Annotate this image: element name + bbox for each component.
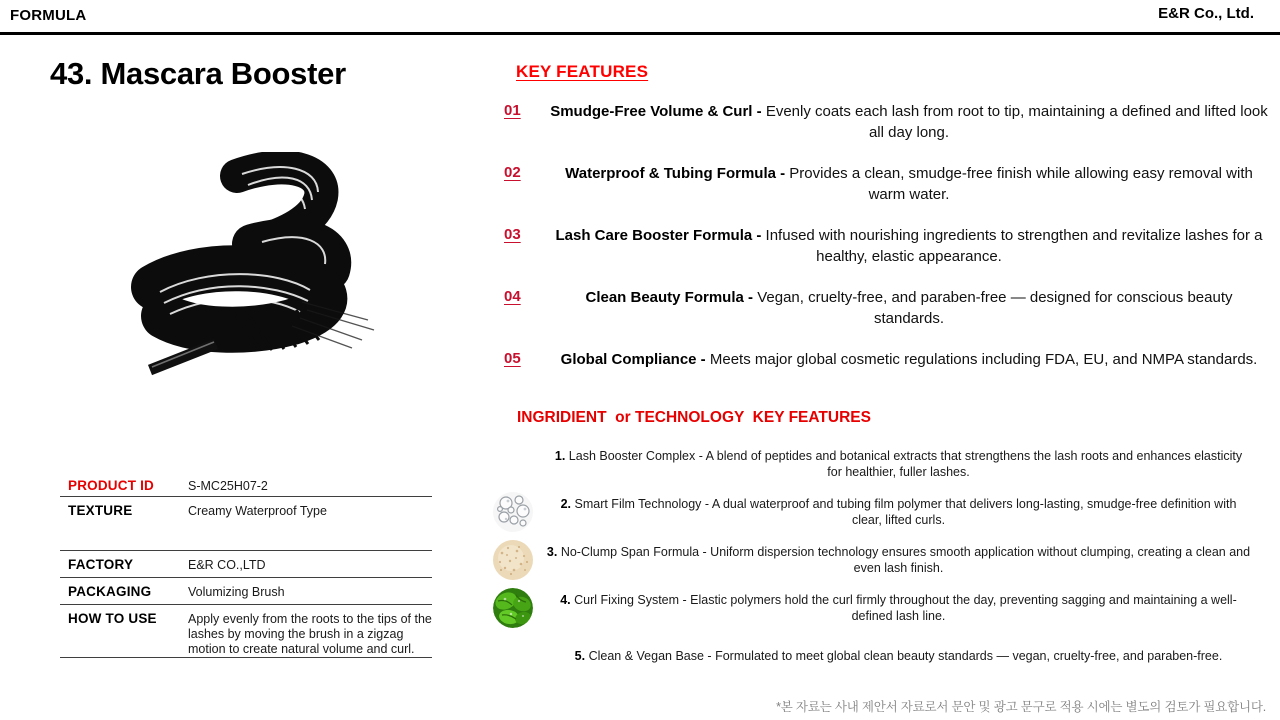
row-value: Creamy Waterproof Type xyxy=(188,504,327,518)
feature-text: Waterproof & Tubing Formula - Provides a clean, smudge-free finish while allowing easy removal with warm water. xyxy=(565,165,1253,203)
bubbles-icon xyxy=(492,491,536,533)
header-divider xyxy=(0,32,1280,35)
ingredient-text: 1. Lash Booster Complex - A blend of peptides and botanical extracts that strengthens the lash roots and enhances elasticity for healthier, fuller lashes. xyxy=(554,449,1243,479)
slide-category-label: FORMULA xyxy=(10,7,87,24)
feature-number: 02 xyxy=(504,164,521,181)
key-feature-item xyxy=(504,164,1268,205)
row-label: PRODUCT ID xyxy=(68,478,154,493)
company-name: E&R Co., Ltd. xyxy=(1158,5,1254,22)
powder-icon xyxy=(492,539,536,581)
ingredient-section xyxy=(492,409,1268,680)
mascara-swatch-image xyxy=(112,152,412,392)
key-features-heading: KEY FEATURES xyxy=(516,62,649,81)
ingredient-text: 5. Clean & Vegan Base - Formulated to meet global clean beauty standards — vegan, cruelty-free, and paraben-free. xyxy=(574,649,1223,663)
page-title: 43. Mascara Booster xyxy=(50,56,346,91)
feature-text: Global Compliance - Meets major global cosmetic regulations including FDA, EU, and NMPA standards. xyxy=(560,351,1258,368)
key-feature-item xyxy=(504,226,1268,267)
row-value: Volumizing Brush xyxy=(188,585,285,599)
ingredient-text: 4. Curl Fixing System - Elastic polymers hold the curl firmly throughout the day, preventing sagging and maintaining a well-defined lash line. xyxy=(560,593,1237,623)
table-row-product-id xyxy=(60,472,432,497)
row-value: Apply evenly from the roots to the tips of the lashes by moving the brush in a zigzag motion to create natural volume and curl. xyxy=(188,612,432,656)
row-label: HOW TO USE xyxy=(68,611,157,626)
table-row-texture xyxy=(60,497,432,551)
key-feature-item xyxy=(504,350,1268,371)
ingredient-heading: INGRIDIENT or TECHNOLOGY KEY FEATURES xyxy=(517,409,871,426)
ingredient-item xyxy=(492,632,1268,680)
feature-number: 03 xyxy=(504,226,521,243)
leaf-icon xyxy=(492,587,536,629)
row-label: PACKAGING xyxy=(68,584,152,599)
feature-number: 04 xyxy=(504,288,521,305)
product-info-table xyxy=(60,472,432,658)
ingredient-item xyxy=(492,488,1268,536)
row-value: S-MC25H07-2 xyxy=(188,479,268,493)
feature-text: Clean Beauty Formula - Vegan, cruelty-free, and paraben-free — designed for conscious beauty standards. xyxy=(585,289,1233,327)
disclaimer-note: *본 자료는 사내 제안서 자료로서 문안 및 광고 문구로 적용 시에는 별도의 검토가 필요합니다. xyxy=(776,700,1266,714)
ingredient-item xyxy=(492,536,1268,584)
key-feature-item xyxy=(504,102,1268,143)
feature-text: Smudge-Free Volume & Curl - Evenly coats each lash from root to tip, maintaining a defined and lifted look all day long. xyxy=(550,103,1268,141)
ingredient-text: 2. Smart Film Technology - A dual waterproof and tubing film polymer that delivers long-lasting, smudge-free definition with clear, lifted curls. xyxy=(560,497,1237,527)
table-row-how-to-use xyxy=(60,605,432,658)
feature-number: 05 xyxy=(504,350,521,367)
table-row-factory xyxy=(60,551,432,578)
row-label: FACTORY xyxy=(68,557,134,572)
key-features-section xyxy=(504,62,1268,392)
table-row-packaging xyxy=(60,578,432,605)
ingredient-item xyxy=(492,440,1268,488)
mascara-swatch-graphic xyxy=(112,152,412,392)
row-label: TEXTURE xyxy=(68,503,133,518)
feature-number: 01 xyxy=(504,102,521,119)
ingredient-item xyxy=(492,584,1268,632)
ingredient-text: 3. No-Clump Span Formula - Uniform dispersion technology ensures smooth application without clumping, creating a clean and even lash finish. xyxy=(546,545,1251,575)
key-feature-item xyxy=(504,288,1268,329)
row-value: E&R CO.,LTD xyxy=(188,558,266,572)
feature-text: Lash Care Booster Formula - Infused with nourishing ingredients to strengthen and revitalize lashes for a healthy, elastic appearance. xyxy=(555,227,1263,265)
